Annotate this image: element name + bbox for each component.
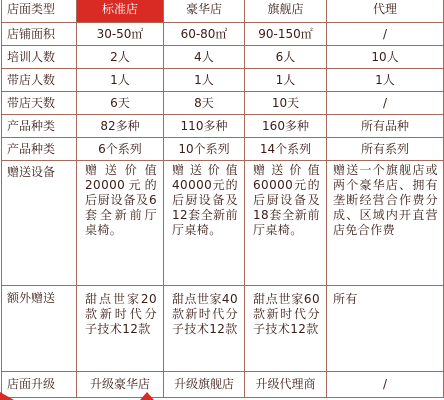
row-gifted-equipment [2,161,444,286]
cell-text: 赠送价值20000元的后厨设备及6套全新前厅桌椅。 [85,163,157,237]
cell-flagship [245,161,327,286]
cell-flagship: 90-150㎡ [245,23,327,46]
cell-deluxe: 升级旗舰店 [164,372,245,398]
cell-deluxe: 60-80㎡ [164,23,245,46]
cell-text: 甜点世家20款新时代分子技术12款 [85,292,157,336]
cell-standard: 30-50㎡ [77,23,164,46]
cell-deluxe: 110多种 [164,115,245,138]
header-row [2,0,444,23]
row-extra-gift [2,286,444,372]
cell-standard: 6个系列 [77,138,164,161]
row-product-varieties [2,115,444,138]
cell-flagship: 升级代理商 [245,372,327,398]
cell-flagship: 10天 [245,92,327,115]
cell-agent: 1人 [327,69,444,92]
header-deluxe-store: 豪华店 [164,0,245,23]
row-store-area [2,23,444,46]
cell-flagship: 160多种 [245,115,327,138]
cell-agent: / [327,23,444,46]
cell-text: 赠送一个旗舰店或两个豪华店、拥有垄断经营合作费分成、区域内开直营店免合作费 [333,163,438,237]
cell-deluxe: 10个系列 [164,138,245,161]
cell-agent [327,161,444,286]
cell-text: 所有 [333,292,358,306]
header-flagship-store: 旗舰店 [245,0,327,23]
row-label: 产品种类 [2,115,77,138]
cell-standard [77,161,164,286]
row-label: 店铺面积 [2,23,77,46]
header-store-type: 店面类型 [2,0,77,23]
row-store-upgrade [2,372,444,398]
cell-agent: 所有品种 [327,115,444,138]
row-escort-staff [2,69,444,92]
cell-agent: / [327,92,444,115]
row-product-series [2,138,444,161]
cell-standard: 6天 [77,92,164,115]
header-agent: 代理 [327,0,444,23]
row-label: 店面升级 [2,372,77,398]
row-label: 额外赠送 [2,286,77,372]
corner-ribbon-left [0,392,14,400]
row-label: 产品种类 [2,138,77,161]
row-training-count [2,46,444,69]
cell-standard: 2人 [77,46,164,69]
cell-text: 赠送价值40000元的后厨设备及12套全新前厅桌椅。 [172,163,238,237]
cell-flagship: 6人 [245,46,327,69]
cell-flagship: 1人 [245,69,327,92]
cell-flagship [245,286,327,372]
row-label: 带店人数 [2,69,77,92]
cell-deluxe [164,286,245,372]
cell-standard: 1人 [77,69,164,92]
cell-deluxe: 1人 [164,69,245,92]
header-standard-store: 标准店 [77,0,164,23]
cell-deluxe: 8天 [164,92,245,115]
cell-text: 赠送价值60000元的后厨设备及18套全新前厅桌椅。 [253,163,320,237]
cell-agent: 10人 [327,46,444,69]
row-label: 赠送设备 [2,161,77,286]
row-escort-days [2,92,444,115]
store-type-comparison-table [1,0,444,398]
cell-flagship: 14个系列 [245,138,327,161]
cell-standard: 82多种 [77,115,164,138]
row-label: 培训人数 [2,46,77,69]
cell-agent [327,286,444,372]
corner-ribbon-mid [140,392,154,400]
cell-standard: 升级豪华店 [77,372,164,398]
cell-text: 甜点世家40款新时代分子技术12款 [172,292,238,336]
row-label: 带店天数 [2,92,77,115]
cell-deluxe: 4人 [164,46,245,69]
cell-standard [77,286,164,372]
cell-agent: 所有系列 [327,138,444,161]
cell-agent: / [327,372,444,398]
cell-text: 甜点世家60款新时代分子技术12款 [253,292,320,336]
cell-deluxe [164,161,245,286]
